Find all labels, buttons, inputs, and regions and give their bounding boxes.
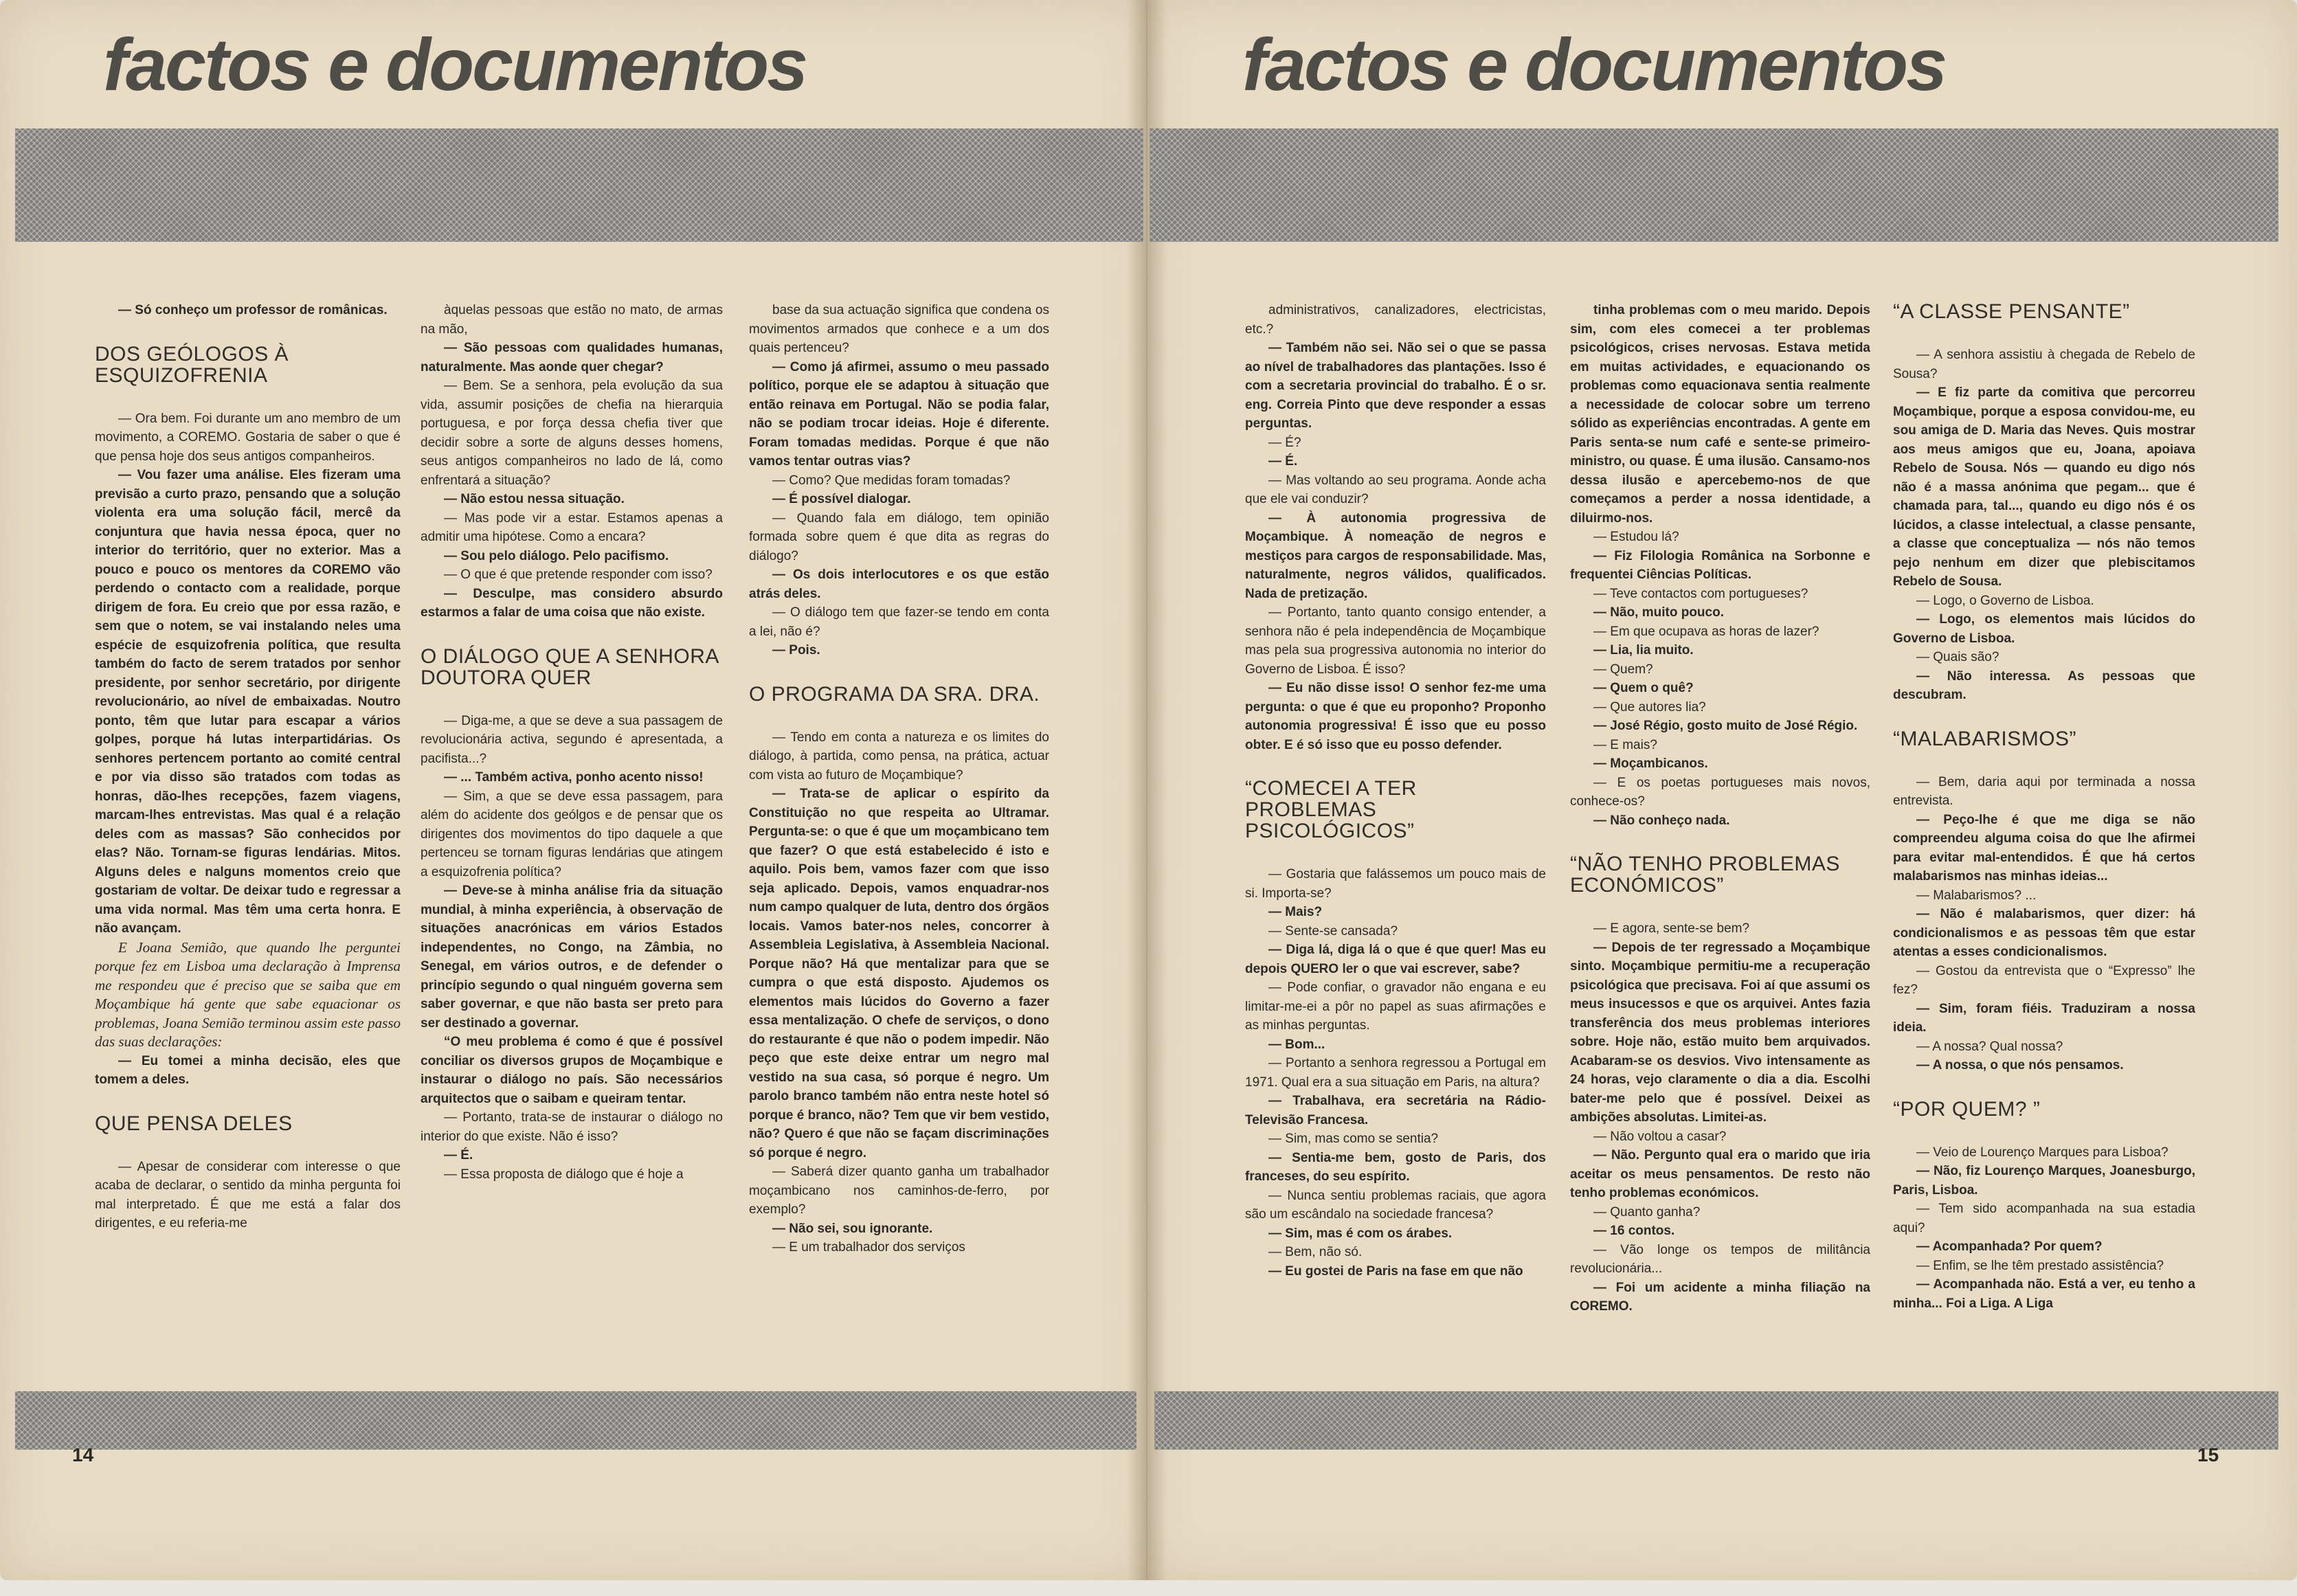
answer-paragraph: — São pessoas com qualidades humanas, naturalmente. Mas aonde quer chegar?: [421, 341, 723, 374]
answer-paragraph: — ... Também activa, ponho acento nisso!: [444, 770, 704, 785]
answer-paragraph: — Vou fazer uma análise. Eles fizeram uma previsão a curto prazo, pensando que a solução violenta era uma solução fácil, mercê da conjuntura que havia nessa época, quer no interior do território, quer no exterior. Mas a pouco e pouco os mentores da COREMO vão perdendo o contacto com a realidade, porque dirigem de fora. Eu creio que por essa razão, e sem que o notem, se vai instalando neles uma espécie de esquizofrenia política, que resulta também do facto de serem tratados por senhor presidente, por senhor secretário, por dirigente revolucionário, ao nível de embaixadas. Noutro ponto, têm que lutar para escapar a vários golpes, porque há lutas interpartidárias. Os senhores pertencem portanto ao comité central e por via disso são tratados com todas as honras, dão-lhes recepções, fazem viagens, marcam-lhes entrevistas. Mas qual é a relação deles com as massas? São conhecidos por elas? Não. Tornam-se figuras lendárias. Mitos. Alguns deles e nalguns momentos creio que gostariam de voltar. De deixar tudo e regressar a uma vida normal. Mas têm uma certa honra. E não avançam.: [95, 468, 401, 936]
section-heading: “A CLASSE PENSANTE”: [1893, 301, 2130, 323]
question-paragraph: — Malabarismos? ...: [1916, 888, 2037, 903]
question-paragraph: — Quais são?: [1916, 650, 1999, 664]
answer-paragraph: — Os dois interlocutores e os que estão atrás deles.: [749, 567, 1049, 601]
question-paragraph: — Como? Que medidas foram tomadas?: [772, 473, 1011, 488]
answer-paragraph: — Moçambicanos.: [1593, 756, 1708, 771]
question-paragraph: — O diálogo tem que fazer-se tendo em conta a lei, não é?: [749, 605, 1049, 639]
question-paragraph: — A nossa? Qual nossa?: [1916, 1039, 2063, 1054]
right-top-halftone-band: [1150, 128, 2278, 242]
answer-paragraph: — Não, fiz Lourenço Marques, Joanesburgo, Paris, Lisboa.: [1893, 1164, 2195, 1198]
answer-paragraph: — Não é malabarismos, quer dizer: há condicionalismos e as pessoas têm que estar atentas a esses condicionalismos.: [1893, 907, 2195, 959]
section-heading: QUE PENSA DELES: [95, 1112, 293, 1135]
answer-paragraph: — Sim, foram fiéis. Traduziram a nossa ideia.: [1893, 1001, 2195, 1035]
question-paragraph: — Não voltou a casar?: [1593, 1129, 1727, 1144]
answer-paragraph: — Também não sei. Não sei o que se passa ao nível de trabalhadores das plantações. Isso é com a secretaria provincial do trabalho. É o sr. eng. Correia Pinto que deve responder a essas perguntas.: [1245, 341, 1546, 431]
question-paragraph: — Portanto, trata-se de instaurar o diálogo no interior do que existe. Não é isso?: [421, 1110, 723, 1144]
section-heading: “POR QUEM? ”: [1893, 1097, 2041, 1121]
left-bottom-halftone-band: [15, 1391, 1136, 1450]
answer-paragraph: — Trabalhava, era secretária na Rádio-Televisão Francesa.: [1245, 1094, 1546, 1127]
answer-paragraph: — Eu não disse isso! O senhor fez-me uma pergunta: o que é que eu proponho? Proponho autonomia progressiva! É isso que eu posso obter. E é só isso que eu posso defender.: [1245, 681, 1546, 752]
answer-paragraph: — Acompanhada? Por quem?: [1916, 1239, 2103, 1254]
answer-paragraph: — Foi um acidente a minha filiação na COREMO.: [1570, 1280, 1870, 1314]
question-paragraph: — Mas pode vir a estar. Estamos apenas a admitir uma hipótese. Como a encara?: [421, 510, 723, 544]
question-paragraph: — Gostaria que falássemos um pouco mais de si. Importa-se?: [1245, 867, 1546, 901]
question-paragraph: base da sua actuação significa que condena os movimentos armados que conhece e a um dos quais pertenceu?: [749, 303, 1049, 355]
answer-paragraph: tinha problemas com o meu marido. Depois sim, com eles comecei a ter problemas psicológicos, crises nervosas. Estava metida em muitas actividades, e equacionando os problemas como equacionava sentia realmente a necessidade de colocar sobre um terreno sólido as experiências encontradas. A gente em Paris senta-se num café e sente-se primeiro-ministro, ou quase. É uma ilusão. Cansamo-nos dessa ilusão e apercebemo-nos de que começamos a perder a nossa identidade, a diluirmo-nos.: [1570, 303, 1870, 526]
section-heading: “NÃO TENHO PROBLEMAS ECONÓMICOS”: [1570, 853, 1840, 897]
answer-paragraph: — Depois de ter regressado a Moçambique sinto. Moçambique permitiu-me a recuperação psicológica que precisava. Foi aí que assumi os meus insucessos e que os arquivei. Antes fazia transferência dos meus problemas interiores sobre. Hoje não, estão muito bem arquivados. Acabaram-se os desvios. Vivo intensamente as 24 horas, vejo claramente o dia a dia. Escolhi bater-me pelo que é possível. Deixei as ambições absolutas. Limitei-as.: [1570, 940, 1870, 1125]
section-heading: “COMECEI A TER PROBLEMAS PSICOLÓGICOS”: [1245, 777, 1417, 842]
section-heading: O DIÁLOGO QUE A SENHORA DOUTORA QUER: [421, 644, 719, 689]
question-paragraph: — Estudou lá?: [1593, 530, 1679, 544]
article-column-3: [749, 301, 1049, 1352]
question-paragraph: — Tem sido acompanhada na sua estadia aqui?: [1893, 1202, 2195, 1235]
question-paragraph: — Gostou da entrevista que o “Expresso” lhe fez?: [1893, 963, 2195, 997]
question-paragraph: — E agora, sente-se bem?: [1593, 921, 1750, 936]
answer-paragraph: — Não, muito pouco.: [1593, 605, 1724, 620]
answer-paragraph: — Sentia-me bem, gosto de Paris, dos franceses, do seu espírito.: [1245, 1150, 1546, 1184]
question-paragraph: — Sim, mas como se sentia?: [1268, 1132, 1439, 1146]
answer-paragraph: — Pois.: [772, 643, 820, 657]
question-paragraph: — Veio de Lourenço Marques para Lisboa?: [1916, 1145, 2169, 1160]
question-paragraph: — A senhora assistiu à chegada de Rebelo de Sousa?: [1893, 348, 2195, 381]
question-paragraph: — Vão longe os tempos de militância revolucionária...: [1570, 1242, 1870, 1276]
answer-paragraph: — 16 contos.: [1593, 1224, 1675, 1238]
question-paragraph: — Nunca sentiu problemas raciais, que agora são um escândalo na sociedade francesa?: [1245, 1188, 1546, 1222]
answer-paragraph: — Bom...: [1268, 1037, 1325, 1052]
answer-paragraph: — Sou pelo diálogo. Pelo pacifismo.: [444, 548, 669, 563]
answer-paragraph: — Trata-se de aplicar o espírito da Constituição no que respeita ao Ultramar. Pergunta-se: o que é que um moçambicano tem que fazer? O que está estabelecido é isto e aquilo. Pois bem, vamos fazer com que isso seja aplicado. Depois, vamos enquadrar-nos num campo qualquer de luta, dentro dos órgãos locais. Vamos bater-nos neles, concorrer à Assembleia Legislativa, à Assembleia Nacional. Porque não? Há que mentalizar para que se cumpra o que está disposto. Ajudemos os elementos mais lúcidos do Governo a fazer essa mentalização. O chefe de serviços, o dono do restaurante é que não o podem impedir. Não peço que este deixe entrar um negro mal vestido na sua casa, só porque é negro. Um parolo branco também não entra neste hotel só porque é branco, não? Tem que vir bem vestido, não? Quero é que não se façam discriminações só porque é negro.: [749, 787, 1049, 1160]
section-heading: “MALABARISMOS”: [1893, 727, 2077, 750]
article-column-6: [1893, 301, 2195, 1352]
question-paragraph: — Saberá dizer quanto ganha um trabalhador moçambicano nos caminhos-de-ferro, por exemplo?: [749, 1165, 1049, 1217]
answer-paragraph: — Quem o quê?: [1593, 681, 1694, 695]
question-paragraph: — Quem?: [1593, 662, 1653, 677]
question-paragraph: — É?: [1268, 435, 1301, 450]
question-paragraph: — Quando fala em diálogo, tem opinião formada sobre quem é que dita as regras do diálogo?: [749, 510, 1049, 563]
question-paragraph: — Sente-se cansada?: [1268, 923, 1398, 939]
question-paragraph: — Essa proposta de diálogo que é hoje a: [444, 1167, 684, 1182]
answer-paragraph: “O meu problema é como é que é possível conciliar os diversos grupos de Moçambique e instaurar o diálogo no país. São necessários arquitectos que o saibam e queiram tentar.: [421, 1035, 723, 1106]
question-paragraph: — Quanto ganha?: [1593, 1204, 1701, 1220]
question-paragraph: — Pode confiar, o gravador não engana e eu limitar-me-ei a pôr no papel as suas afirmações e as minhas perguntas.: [1245, 980, 1546, 1033]
question-paragraph: — Enfim, se lhe têm prestado assistência?: [1916, 1258, 2164, 1273]
answer-paragraph: — Sim, mas é com os árabes.: [1268, 1226, 1453, 1241]
question-paragraph: — Logo, o Governo de Lisboa.: [1916, 593, 2094, 608]
answer-paragraph: — Deve-se à minha análise fria da situação mundial, à minha experiência, à observação de situações anacrónicas em vários Estados independentes, no Congo, na Zâmbia, no Senegal, em vários outros, e de defender o princípio segundo o qual ninguém governa sem saber governar, e que não basta ser preto para ser destinado a governar.: [421, 884, 723, 1031]
narrative-paragraph: E Joana Semião, que quando lhe perguntei porque fez em Lisboa uma declaração à Imprensa me respondeu que é preciso que se saiba que em Moçambique há gente que sabe equacionar os problemas, Joana Semião terminou assim este passo das suas declarações:: [95, 939, 401, 1050]
answer-paragraph: — Diga lá, diga lá o que é que quer! Mas eu depois QUERO ler o que vai escrever, sabe?: [1245, 943, 1546, 976]
article-column-2: [421, 301, 723, 1352]
article-column-5: [1570, 301, 1870, 1352]
section-heading: O PROGRAMA DA SRA. DRA.: [749, 682, 1040, 706]
question-paragraph: — Que autores lia?: [1593, 699, 1706, 715]
question-paragraph: — Sim, a que se deve essa passagem, para além do acidente dos geólgos e de pensar que os dirigentes dos movimentos do tipo daquele a que pertenceu se tornam figuras lendárias que atingem a esquizofrenia política?: [421, 789, 723, 879]
question-paragraph: — Bem. Se a senhora, pela evolução da sua vida, assumir posições de chefia na hierarquia portuguesa, e por força dessa chefia tiver que decidir sobre a sorte de alguns desses homens, seus antigos companheiros no lado de lá, como enfrentará a situação?: [421, 379, 723, 488]
answer-paragraph: — A nossa, o que nós pensamos.: [1916, 1058, 2124, 1072]
question-paragraph: — Teve contactos com portugueses?: [1593, 586, 1808, 601]
question-paragraph: — O que é que pretende responder com isso?: [444, 567, 713, 582]
answer-paragraph: — É possível dialogar.: [772, 492, 911, 506]
page-number-right: 15: [2197, 1444, 2219, 1465]
answer-paragraph: — É.: [1268, 454, 1298, 469]
question-paragraph: — Apesar de considerar com interesse o que acaba de declarar, o sentido da minha pergunta foi mal interpretado. É que me está a falar dos dirigentes, e eu referia-me: [95, 1159, 401, 1230]
answer-paragraph: — Não sei, sou ignorante.: [772, 1221, 933, 1236]
answer-paragraph: — Não estou nessa situação.: [444, 492, 625, 506]
question-paragraph: — Ora bem. Foi durante um ano membro de um movimento, a COREMO. Gostaria de saber o que é que pensa hoje dos seus antigos companheiros.: [95, 411, 401, 464]
answer-paragraph: — Eu tomei a minha decisão, eles que tomem a deles.: [95, 1053, 401, 1087]
answer-paragraph: — Fiz Filologia Românica na Sorbonne e frequentei Ciências Políticas.: [1570, 548, 1870, 582]
question-paragraph: — Tendo em conta a natureza e os limites do diálogo, à partida, como pensa, na prática, actuar com vista ao futuro de Moçambique?: [749, 730, 1049, 783]
answer-paragraph: — Como já afirmei, assumo o meu passado político, porque ele se adaptou à situação que então reinava em Portugal. Não se podia falar, não se podiam trocar ideias. Hoje é diferente. Foram tomadas medidas. Porque é que não vamos tentar outras vias?: [749, 359, 1049, 469]
answer-paragraph: — Peço-lhe é que me diga se não compreendeu alguma coisa do que lhe afirmei para evitar mal-entendidos. É que há certos malabarismos nas minhas ideias...: [1893, 812, 2195, 884]
left-masthead-title: factos e documentos: [103, 23, 807, 106]
left-top-halftone-band: [15, 128, 1143, 242]
answer-paragraph: — Eu gostei de Paris na fase em que não: [1268, 1263, 1523, 1279]
answer-paragraph: — Não. Pergunto qual era o marido que iria aceitar os meus pensamentos. De resto não tenho problemas económicos.: [1570, 1148, 1870, 1200]
question-paragraph: — Diga-me, a que se deve a sua passagem de revolucionária activa, segundo é apresentada, a pacifista...?: [421, 713, 723, 766]
answer-paragraph: — E fiz parte da comitiva que percorreu Moçambique, porque a esposa convidou-me, eu sou amiga de D. Maria das Neves. Quis mostrar aos meus amigos que eu, Joana, apoiava Rebelo de Sousa. Nós — quando eu digo nós não é a massa anónima que pegam... que é chamada para, tal..., quando eu digo nós é os lúcidos, a classe intelectual, a classe pensante, a classe que conceptualiza — nós não temos pejo nenhum em dizer que plebiscitamos Rebelo de Sousa.: [1893, 385, 2195, 589]
question-paragraph: — E um trabalhador dos serviços: [772, 1240, 965, 1255]
answer-paragraph: — Lia, lia muito.: [1593, 643, 1694, 657]
question-paragraph: àquelas pessoas que estão no mato, de armas na mão,: [421, 303, 723, 337]
page-number-left: 14: [72, 1444, 94, 1465]
right-masthead-title: factos e documentos: [1242, 23, 1946, 106]
answer-paragraph: — Logo, os elementos mais lúcidos do Governo de Lisboa.: [1893, 612, 2195, 646]
question-paragraph: — Em que ocupava as horas de lazer?: [1593, 624, 1819, 639]
question-paragraph: — Bem, não só.: [1268, 1245, 1363, 1259]
answer-paragraph: — Não interessa. As pessoas que descubram.: [1893, 668, 2195, 702]
article-column-4: [1245, 301, 1546, 1352]
answer-paragraph: — Desculpe, mas considero absurdo estarmos a falar de uma coisa que não existe.: [421, 586, 723, 620]
question-paragraph: — E mais?: [1593, 737, 1657, 752]
section-heading: DOS GEÓLOGOS À ESQUIZOFRENIA: [95, 342, 289, 387]
question-paragraph: — E os poetas portugueses mais novos, conhece-os?: [1570, 775, 1870, 809]
question-paragraph: administrativos, canalizadores, electricistas, etc.?: [1245, 303, 1546, 337]
article-column-1: [95, 301, 401, 1352]
answer-paragraph: — À autonomia progressiva de Moçambique. À nomeação de negros e mestiços para cargos de responsabilidade. Mas, naturalmente, negros válidos, qualificados. Nada de pretização.: [1245, 510, 1546, 601]
right-bottom-halftone-band: [1154, 1391, 2278, 1450]
answer-paragraph: — José Régio, gosto muito de José Régio.: [1593, 719, 1858, 733]
question-paragraph: — Portanto, tanto quanto consigo entender, a senhora não é pela independência de Moçambique mas pela sua progressiva autonomia no interior do Governo de Lisboa. É isso?: [1245, 605, 1546, 677]
answer-paragraph: — Mais?: [1268, 905, 1323, 919]
question-paragraph: — Portanto a senhora regressou a Portugal em 1971. Qual era a sua situação em Paris, na altura?: [1245, 1056, 1546, 1090]
answer-paragraph: — É.: [444, 1148, 473, 1162]
question-paragraph: — Mas voltando ao seu programa. Aonde acha que ele vai conduzir?: [1245, 473, 1546, 506]
answer-paragraph: — Só conheço um professor de românicas.: [118, 303, 388, 317]
answer-paragraph: — Acompanhada não. Está a ver, eu tenho a minha... Foi a Liga. A Liga: [1893, 1277, 2195, 1311]
question-paragraph: — Bem, daria aqui por terminada a nossa entrevista.: [1893, 774, 2195, 808]
answer-paragraph: — Não conheço nada.: [1593, 813, 1730, 828]
